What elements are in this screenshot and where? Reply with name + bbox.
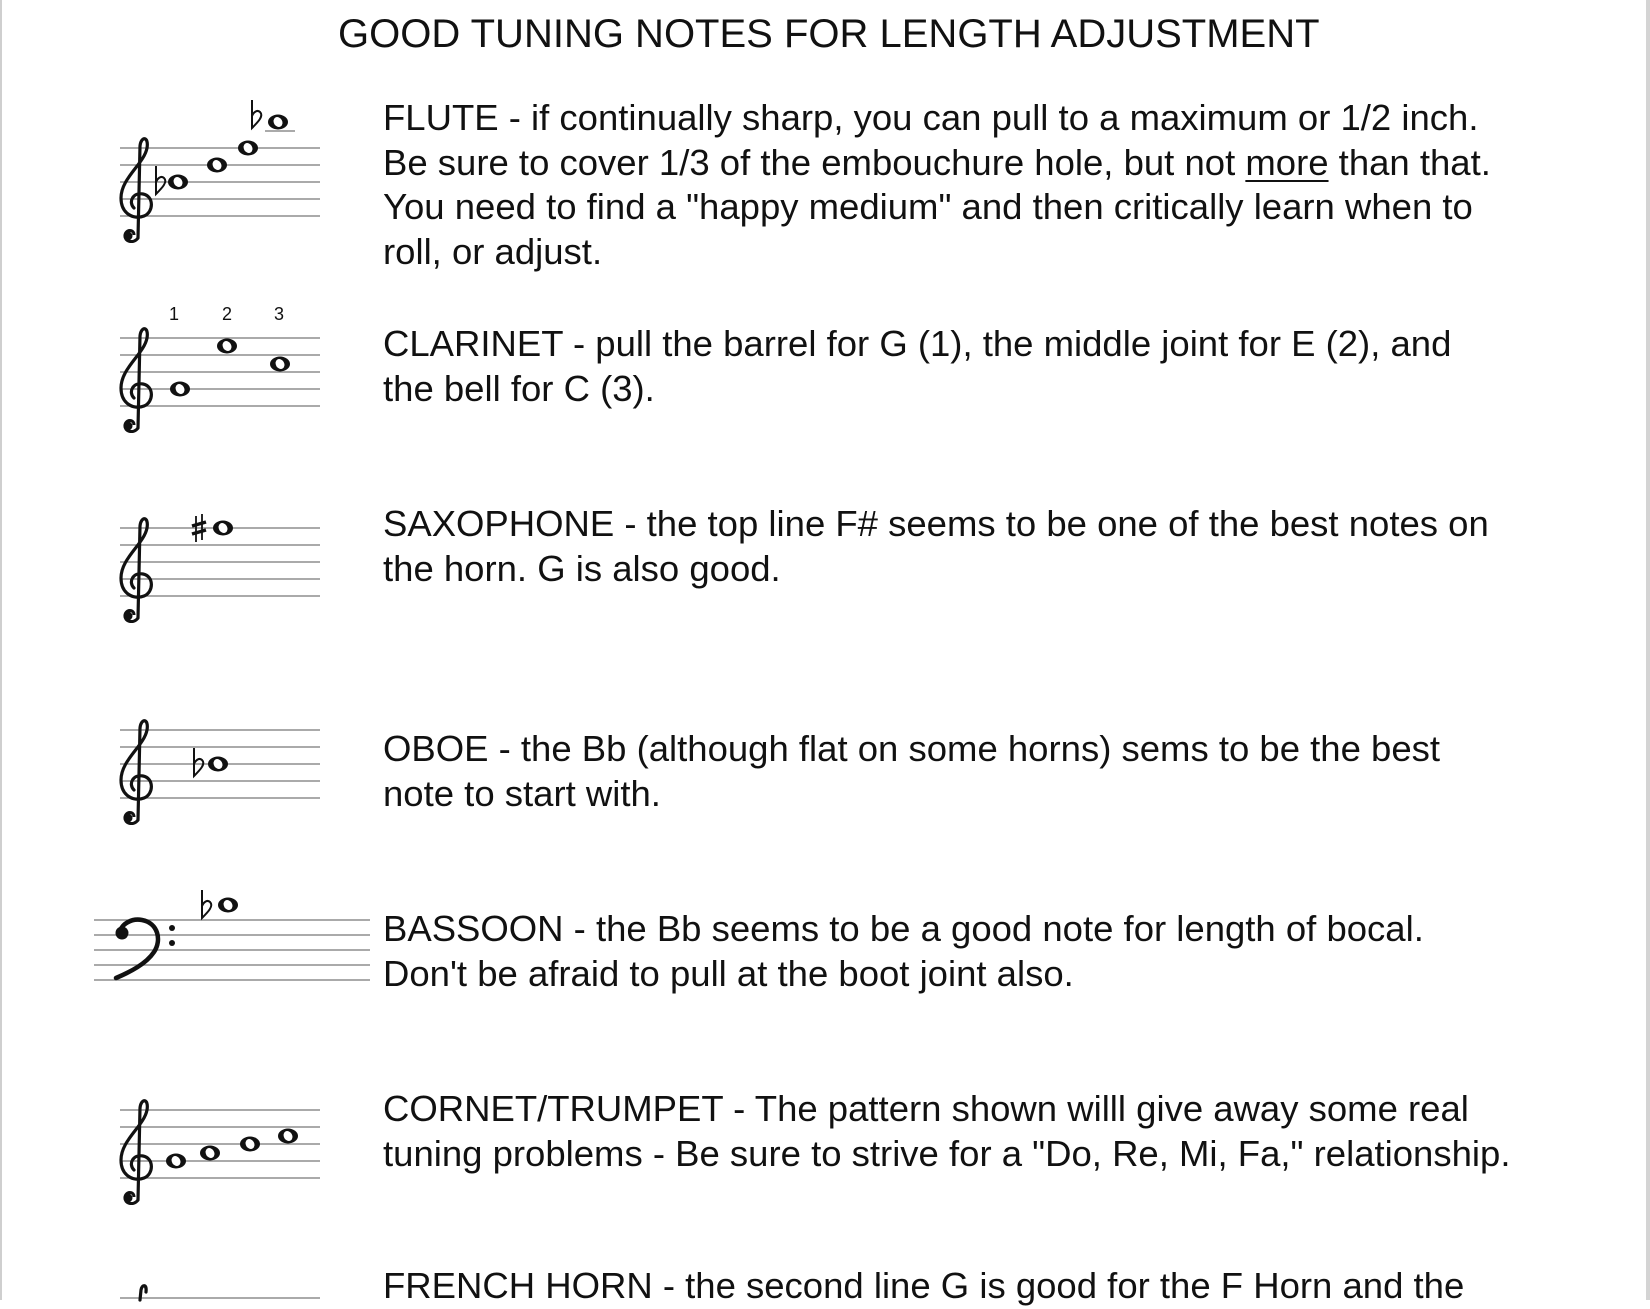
note-head (217, 339, 237, 354)
oboe-text (383, 727, 1633, 816)
text-line: OBOE - the Bb (although flat on some horns) sems to be the best (383, 728, 1441, 769)
note-head (213, 521, 233, 536)
saxophone-staff (110, 488, 330, 628)
note-number: 3 (273, 304, 285, 324)
note-number: 2 (221, 304, 233, 324)
flat-icon (194, 748, 203, 776)
cornet-trumpet-text (383, 1087, 1633, 1176)
bassoon-text (383, 907, 1633, 996)
clarinet-staff (110, 298, 330, 438)
page-edge-left (0, 0, 2, 1300)
bassoon-staff (90, 888, 375, 998)
note-head (238, 141, 258, 156)
french-horn-text (383, 1264, 1633, 1309)
page-title: GOOD TUNING NOTES FOR LENGTH ADJUSTMENT (338, 12, 1320, 56)
note-head (168, 175, 188, 190)
text-fragment: Be sure to cover 1/3 of the embouchure hole, but not (383, 141, 1246, 183)
text-line: the bell for C (3). (383, 367, 655, 409)
text-line: BASSOON - the Bb seems to be a good note for length of bocal. (383, 908, 1424, 949)
note-head (270, 357, 290, 372)
text-line: tuning problems - Be sure to strive for a "Do, Re, Mi, Fa," relationship. (383, 1132, 1511, 1174)
text-line: CLARINET - pull the barrel for G (1), the middle joint for E (2), and (383, 323, 1452, 364)
text-line (383, 141, 1633, 186)
note-head (166, 1154, 186, 1169)
oboe-staff (110, 690, 330, 830)
treble-clef-icon (121, 519, 151, 622)
french-horn-staff (110, 1266, 330, 1300)
text-line: FLUTE - if continually sharp, you can pull to a maximum or 1/2 inch. (383, 97, 1479, 138)
treble-clef-icon (121, 329, 151, 432)
text-line: SAXOPHONE - the top line F# seems to be one of the best notes on (383, 503, 1489, 544)
flute-staff (110, 92, 330, 252)
saxophone-text (383, 502, 1633, 591)
clarinet-text (383, 322, 1633, 411)
staff-lines (94, 920, 370, 980)
text-line: roll, or adjust. (383, 230, 603, 272)
text-line: CORNET/TRUMPET - The pattern shown willl give away some real (383, 1088, 1469, 1129)
note-head (207, 158, 227, 173)
text-line: FRENCH HORN - the second line G is good for the F Horn and the (383, 1265, 1465, 1306)
treble-clef-icon (121, 721, 151, 824)
note-head (208, 757, 228, 772)
note-head (268, 115, 288, 130)
note-number: 1 (168, 304, 180, 324)
flat-icon (252, 100, 261, 128)
note-head (278, 1129, 298, 1144)
note-head (240, 1137, 260, 1152)
treble-clef-icon (121, 139, 151, 242)
text-line: the horn. G is also good. (383, 547, 781, 589)
flat-icon (156, 166, 165, 194)
bass-clef-icon (116, 920, 176, 978)
treble-clef-icon (121, 1101, 151, 1204)
underlined-word: more (1245, 141, 1329, 183)
text-line: Don't be afraid to pull at the boot joint also. (383, 952, 1074, 994)
note-head (218, 898, 238, 913)
page-edge-right (1646, 0, 1650, 1300)
text-line: note to start with. (383, 772, 661, 814)
text-fragment: than that. (1328, 141, 1491, 183)
note-head (170, 382, 190, 397)
flute-text (383, 96, 1633, 274)
flat-icon (202, 890, 211, 918)
cornet-trumpet-staff (110, 1070, 330, 1210)
note-head (200, 1146, 220, 1161)
text-line: You need to find a "happy medium" and then critically learn when to (383, 186, 1473, 227)
